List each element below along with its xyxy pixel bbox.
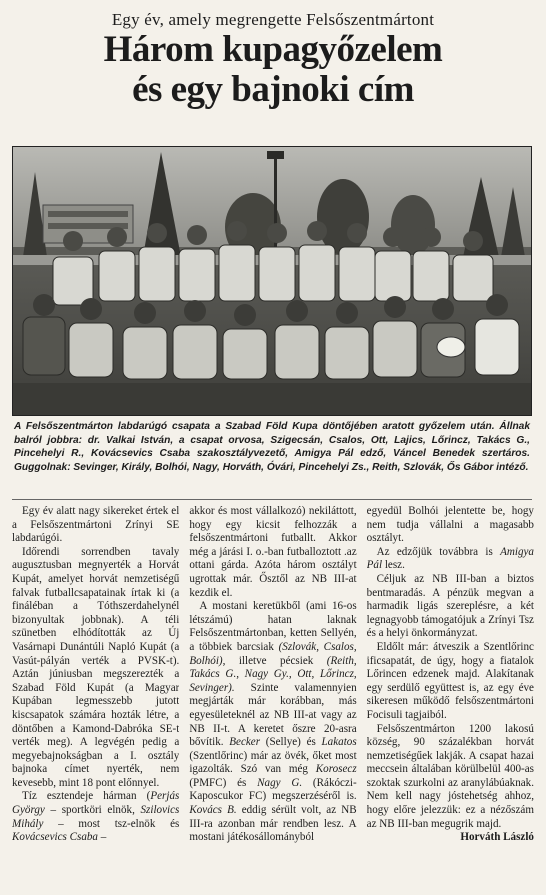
paragraph: Az edzőjük továbbra is Amigya Pál lesz. [366, 545, 534, 572]
paragraph: A mostani keretükből (ami 16-os létszámú) hatan laknak Felsőszentmártonban, ketten Sellyén, a többiek barcsiak (Szlovák, Csalos, Bolhói), illetve pécsiek (Reith, Takács G., Nagy Gy., Ott, Lőrincz, Sevinger). Szinte valamennyien megjárták már korábban, más egyesületeknél az NB III-at vagy az NB II-t. A keretet őszre 20-asra bővítik. Becker (Sellye) és Lakatos (Szentlőrinc) már az övék, őket most igazolták. Szó van még Korosecz (PMFC) és Nagy G. (Rákóczi-Kaposcukor FC) megszerzéséről is. Kovács B. eddig sérült volt, az NB III-ra azonban már rendben lesz. A mostani játékosállományból [189, 600, 357, 844]
headline-line-2: és egy bajnoki cím [132, 69, 414, 110]
paragraph: Céljuk az NB III-ban a biztos bentmaradás. A pénzük megvan a harmadik ligás szereplésre, a két legnagyobb támogatójuk a Zrínyi Tsz és a helyi önkormányzat. [366, 572, 534, 640]
photo-caption: A Felsőszentmárton labdarúgó csapata a Szabad Föld Kupa döntőjében aratott győzelem után. Állnak balról jobbra: dr. Valkai István, a csapat orvosa, Szigecsán, Csalos, Ott, Lajics, Lőrincz, Takács G., Pincehelyi R., Kovácsevics Csaba szakosztályvezető, Amigya Pál edző, Váncel Benedek szertáros. Guggolnak: Sevinger, Király, Bolhói, Nagy, Horváth, Óvári, Pincehelyi Zs., Reith, Szlovák, Ős Gábor intéző. [14, 421, 530, 473]
headline-line-1: Három kupagyőzelem [103, 29, 443, 70]
paragraph: Tíz esztendeje hárman (Perjás György – sportköri elnök, Szilovics Mihály – most tsz-elnök és Kovácsevics Csaba – [12, 790, 180, 844]
article-headline [0, 30, 546, 110]
column-1 [12, 505, 179, 890]
paragraph: Egy év alatt nagy sikereket értek el a Felsőszentmártoni Zrínyi SE labdarúgói. [12, 505, 180, 545]
paragraph: Eldőlt már: átveszik a Szentlőrinc ificsapatát, de úgy, hogy a fiatalok Lőrincen edzenek majd. Alakítanak egy serdülő együttest is, az egy éve sikeresen működő felsőszentmártoni Focisuli tagjaiból. [366, 640, 534, 721]
paragraph: egyedül Bolhói jelentette be, hogy nem tudja vállalni a magasabb osztályt. [366, 505, 534, 545]
article-kicker: Egy év, amely megrengette Felsőszentmártont [111, 10, 435, 29]
article-body [12, 505, 534, 890]
team-photo [12, 146, 532, 416]
paragraph: akkor és most vállalkozó) nekiláttott, hogy egy kicsit felhozzák a felsőszentmártoni futballt. Akkor még a járási I. o.-ban futballoztott .az ottani gárda. Azóta három osztályt ugrottak már. Ősztől az NB III-at kezdik el. [189, 505, 357, 599]
divider-rule [12, 499, 532, 500]
paragraph: Felsőszentmárton 1200 lakosú község, 90 százalékban horvát nemzetiségűek lakják. A csapat hazai meccsein általában körülbelül 400-as szoktak szurkolni az aranylábúaknak. Nem kell nagy jóstehetség ahhoz, hogy előre jelezzük: ez a nézőszám az NB III-ban megugrik majd. [366, 722, 534, 830]
column-3 [367, 505, 534, 890]
column-2 [189, 505, 356, 890]
paragraph: Időrendi sorrendben tavaly augusztusban megnyerték a Horvát Kupát, amelyet horvát nemzetiségű falvak futballcsapatainak írtak ki (a fináléban a Tóthszerdahelynél bizonyultak jobbnak). A téli szünetben elhódították az Új Vasárnapi Dunántúli Napló Kupát (a Vasút-pályán verték a PVSK-t). Aztán júniusban megszerezték a Szabad Föld Kupát (a Magyar Kupában legmesszebb jutott kiscsapatok számára hozták létre, a döntőben a Kamond-Dabróka SE-t verték meg). A legvégén pedig a megyebajnokságban a I. osztály bajnoka címet nyerték, nem kevesebb, mint 18 pont előnnyel. [12, 545, 180, 789]
author-byline: Horváth László [460, 831, 534, 844]
team-photo-graphic [13, 147, 531, 415]
